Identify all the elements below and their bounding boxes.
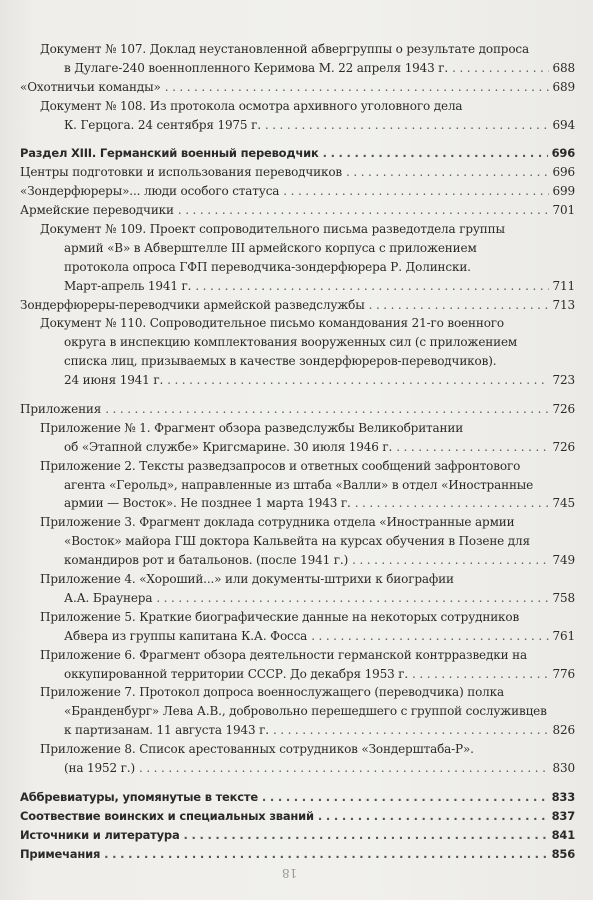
toc-entry bbox=[20, 608, 575, 646]
dot-leader bbox=[167, 371, 548, 390]
dot-leader bbox=[195, 277, 548, 296]
toc-entry-line: Приложение 2. Тексты разведзапросов и ответных сообщений зафронтового bbox=[40, 458, 521, 473]
dot-leader bbox=[346, 163, 548, 182]
toc-entry bbox=[20, 646, 575, 684]
toc-entry-line: протокола опроса ГФП переводчика-зондерфюрера Р. Долински. bbox=[64, 259, 471, 274]
dot-leader bbox=[165, 78, 549, 97]
toc-entry-title: Приложения bbox=[20, 402, 102, 417]
toc-entry bbox=[20, 400, 575, 419]
toc-entry-line: Документ № 108. Из протокола осмотра архивного уголовного дела bbox=[40, 98, 463, 113]
toc-entry-last-line bbox=[20, 494, 575, 513]
toc-page-number: 723 bbox=[552, 373, 575, 388]
dot-leader bbox=[352, 551, 548, 570]
toc-page-number: 826 bbox=[552, 723, 575, 738]
dot-leader bbox=[396, 438, 548, 457]
toc-entry bbox=[20, 163, 575, 182]
toc-entry-last-line bbox=[20, 845, 575, 864]
toc-entry-line: Приложение 3. Фрагмент доклада сотрудника отдела «Иностранные армии bbox=[40, 515, 515, 530]
toc-page-number: 758 bbox=[552, 590, 575, 605]
toc-entry bbox=[20, 296, 575, 315]
toc-entry-title: «Охотничьи команды» bbox=[20, 79, 161, 94]
toc-entry bbox=[20, 201, 575, 220]
toc-page-number: 745 bbox=[552, 496, 575, 511]
toc-entry-line: округа в инспекцию комплектования вооруженных сил (с приложением bbox=[64, 335, 518, 350]
toc-entry-line: армий «В» в Абверштелле III армейского корпуса с приложением bbox=[64, 240, 477, 255]
toc-page-number: 696 bbox=[552, 165, 575, 180]
dot-leader bbox=[311, 627, 548, 646]
toc-entry bbox=[20, 845, 575, 864]
toc-entry bbox=[20, 683, 575, 740]
toc-entry-title: Раздел XIII. Германский военный переводчик bbox=[20, 146, 319, 161]
toc-entry-title: Март-апрель 1941 г. bbox=[64, 278, 192, 293]
toc-entry-title: Зондерфюреры-переводчики армейской разведслужбы bbox=[20, 297, 365, 312]
toc-entry-title: командиров рот и батальонов. (после 1941 г.) bbox=[64, 553, 349, 568]
toc-entry-last-line bbox=[20, 826, 575, 845]
toc-entry-line: Приложение 5. Краткие биографические данные на некоторых сотрудников bbox=[40, 609, 520, 624]
toc-entry-last-line bbox=[20, 116, 575, 135]
toc-entry-last-line bbox=[20, 788, 575, 807]
toc-entry-line: Документ № 110. Сопроводительное письмо командования 21-го военного bbox=[40, 316, 504, 331]
toc-entry-line: Приложение 6. Фрагмент обзора деятельности германской контрразведки на bbox=[40, 647, 527, 662]
dot-leader bbox=[355, 494, 549, 513]
toc-entry-last-line bbox=[20, 163, 575, 182]
toc-entry-title: об «Этапной службе» Кригсмарине. 30 июля 1946 г. bbox=[64, 439, 393, 454]
dot-leader bbox=[262, 788, 548, 807]
toc-entry-last-line bbox=[20, 759, 575, 778]
toc-entry-title: в Дулаге-240 военнопленного Керимова М. 22 апреля 1943 г. bbox=[64, 60, 449, 75]
toc-page-number: 830 bbox=[552, 760, 575, 775]
toc-entry-title: к партизанам. 11 августа 1943 г. bbox=[64, 723, 269, 738]
toc-entry-line: Приложение № 1. Фрагмент обзора разведслужбы Великобритании bbox=[40, 420, 464, 435]
toc-page-number: 696 bbox=[551, 146, 575, 161]
toc-entry-last-line bbox=[20, 59, 575, 78]
toc-entry-title: оккупированной территории СССР. До декабря 1953 г. bbox=[64, 666, 409, 681]
dot-leader bbox=[139, 759, 549, 778]
dot-leader bbox=[412, 665, 549, 684]
toc-entry bbox=[20, 97, 575, 135]
toc-entry-last-line bbox=[20, 371, 575, 390]
toc-entry-title: Центры подготовки и использования переводчиков bbox=[20, 165, 343, 180]
toc-entry bbox=[20, 807, 575, 826]
toc-page-number: 689 bbox=[552, 79, 575, 94]
toc-page-number: 713 bbox=[552, 297, 575, 312]
toc-page-number: 726 bbox=[552, 402, 575, 417]
toc-entry-title: Армейские переводчики bbox=[20, 203, 174, 218]
dot-leader bbox=[184, 826, 548, 845]
toc-page-number: 749 bbox=[552, 553, 575, 568]
toc-entry-last-line bbox=[20, 296, 575, 315]
toc-entry-line: Документ № 107. Доклад неустановленной абвергруппы о результате допроса bbox=[40, 42, 529, 56]
toc-entry-line: Приложение 7. Протокол допроса военнослужащего (переводчика) полка bbox=[40, 685, 505, 700]
toc-entry-title: (на 1952 г.) bbox=[64, 760, 135, 775]
toc-page-number: 701 bbox=[552, 203, 575, 218]
dot-leader bbox=[156, 589, 548, 608]
toc-entry-last-line bbox=[20, 182, 575, 201]
dot-leader bbox=[178, 201, 549, 220]
toc-entry-title: «Зондерфюреры»... люди особого статуса bbox=[20, 184, 280, 199]
toc-entry bbox=[20, 740, 575, 778]
toc-page-number: 761 bbox=[552, 628, 575, 643]
toc-entry-line: «Бранденбург» Лева А.В., добровольно перешедшего с группой сослуживцев bbox=[64, 704, 547, 719]
page-number: 18 bbox=[282, 866, 298, 880]
dot-leader bbox=[273, 721, 549, 740]
toc-entry-last-line bbox=[20, 78, 575, 97]
dot-leader bbox=[104, 845, 547, 864]
toc-entry bbox=[20, 788, 575, 807]
toc-page-number: 699 bbox=[552, 184, 575, 199]
toc-page-number: 694 bbox=[552, 117, 575, 132]
toc-page-number: 726 bbox=[552, 439, 575, 454]
dot-leader bbox=[105, 400, 548, 419]
toc-entry-last-line bbox=[20, 144, 575, 163]
toc-entry bbox=[20, 314, 575, 390]
dot-leader bbox=[283, 182, 548, 201]
toc-entry bbox=[20, 144, 575, 163]
toc-entry-last-line bbox=[20, 438, 575, 457]
toc-entry-title: Примечания bbox=[20, 846, 101, 861]
toc-entry bbox=[20, 220, 575, 296]
toc-entry-title: Аббревиатуры, упомянутые в тексте bbox=[20, 789, 258, 804]
dot-leader bbox=[369, 296, 549, 315]
toc-page-number: 711 bbox=[552, 278, 575, 293]
toc-entry-last-line bbox=[20, 721, 575, 740]
toc-entry-title: 24 июня 1941 г. bbox=[64, 373, 164, 388]
toc-entry-last-line bbox=[20, 277, 575, 296]
toc-entry-last-line bbox=[20, 665, 575, 684]
toc-entry-line: «Восток» майора ГШ доктора Кальвейта на курсах обучения в Позене для bbox=[64, 534, 530, 549]
toc-entry-title: К. Герцога. 24 сентября 1975 г. bbox=[64, 117, 261, 132]
toc-entry bbox=[20, 570, 575, 608]
dot-leader bbox=[452, 59, 548, 78]
toc-entry-line: списка лиц, призываемых в качестве зондерфюреров-переводчиков). bbox=[64, 354, 497, 369]
toc-entry-title: А.А. Браунера bbox=[64, 590, 153, 605]
toc-entry-last-line bbox=[20, 551, 575, 570]
toc-entry-line: Документ № 109. Проект сопроводительного письма разведотдела группы bbox=[40, 222, 505, 237]
toc-page-number: 833 bbox=[551, 789, 575, 804]
toc-entry-last-line bbox=[20, 201, 575, 220]
toc-entry-title: Источники и литература bbox=[20, 827, 180, 842]
toc-page-number: 856 bbox=[551, 846, 575, 861]
toc-entry-last-line bbox=[20, 627, 575, 646]
toc-entry bbox=[20, 78, 575, 97]
toc-entry-last-line bbox=[20, 807, 575, 826]
toc-page-number: 688 bbox=[552, 60, 575, 75]
toc-entry bbox=[20, 40, 575, 78]
toc-entry bbox=[20, 457, 575, 514]
dot-leader bbox=[318, 807, 548, 826]
toc-entry bbox=[20, 182, 575, 201]
toc-entry bbox=[20, 419, 575, 457]
dot-leader bbox=[323, 144, 548, 163]
toc-entry-title: Соотвествие воинских и специальных званий bbox=[20, 808, 314, 823]
toc-entry-last-line bbox=[20, 589, 575, 608]
toc-entry bbox=[20, 513, 575, 570]
toc-page-number: 841 bbox=[551, 827, 575, 842]
toc-entry-title: армии — Восток». Не позднее 1 марта 1943 г. bbox=[64, 496, 351, 511]
toc-entry-line: Приложение 4. «Хороший...» или документы-штрихи к биографии bbox=[40, 572, 454, 587]
toc-entry-line: Приложение 8. Список арестованных сотрудников «Зондерштаба-Р». bbox=[40, 742, 474, 757]
table-of-contents bbox=[20, 40, 575, 863]
toc-page-number: 837 bbox=[551, 808, 575, 823]
toc-page-number: 776 bbox=[552, 666, 575, 681]
toc-entry-line: агента «Герольд», направленные из штаба «Валли» в отдел «Иностранные bbox=[64, 477, 534, 492]
toc-entry-last-line bbox=[20, 400, 575, 419]
toc-entry bbox=[20, 826, 575, 845]
dot-leader bbox=[265, 116, 549, 135]
toc-entry-title: Абвера из группы капитана К.А. Фосса bbox=[64, 628, 308, 643]
